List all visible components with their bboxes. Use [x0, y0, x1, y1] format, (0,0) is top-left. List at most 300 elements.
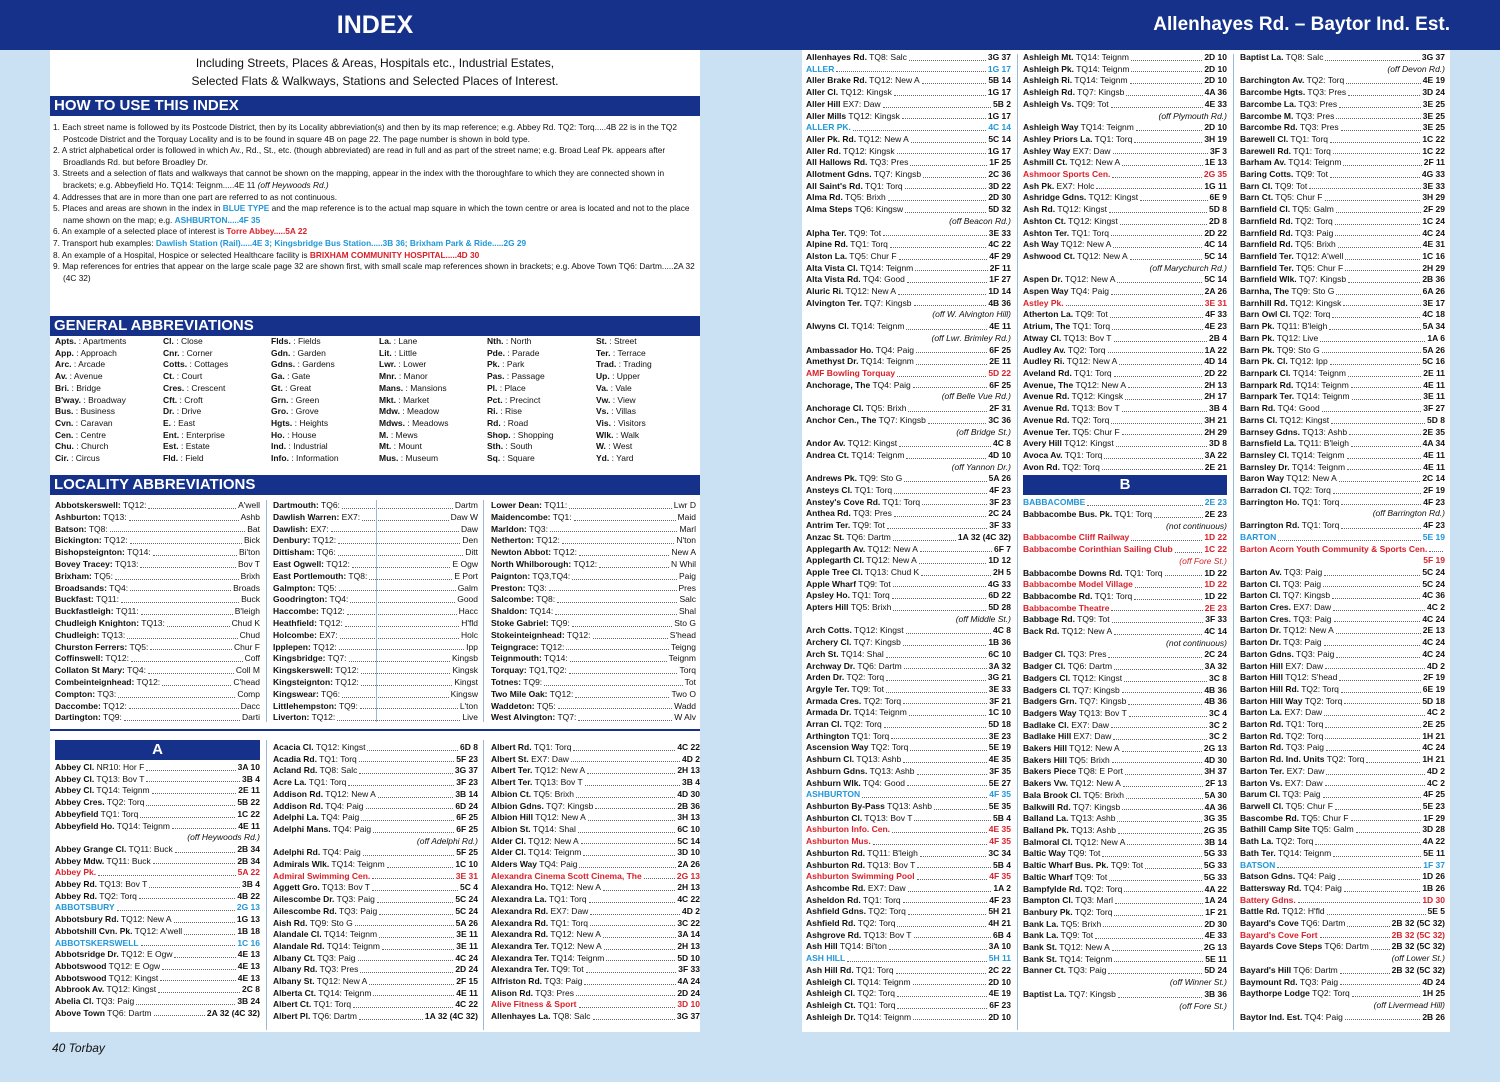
locality-name	[273, 524, 329, 536]
leader-dots	[893, 602, 986, 611]
leader-dots	[382, 941, 454, 950]
index-entry	[806, 602, 1011, 614]
entry-locality: TQ9: Tot	[1293, 169, 1329, 180]
entry-ref: 2F 13	[1205, 778, 1227, 789]
abbr-full: Parade	[512, 347, 540, 358]
leader-dots	[905, 181, 987, 190]
abbr-full: Manor	[403, 371, 428, 382]
leader-dots	[586, 964, 677, 973]
entry-locality: TQ8: Salc	[866, 52, 907, 62]
entry-locality: TQ2: Torq	[1072, 906, 1113, 917]
entry-name	[1240, 918, 1345, 930]
index-entry	[1240, 836, 1445, 848]
entry-name	[806, 345, 914, 357]
entry-ref: 5E 11	[1423, 847, 1445, 858]
entry-ref: 4E 33	[1204, 930, 1227, 941]
leader-dots	[572, 571, 677, 580]
entry-ref: 1D 22	[1204, 532, 1227, 543]
entry-locality: TQ3: Pres	[533, 987, 574, 998]
leader-dots	[1122, 427, 1203, 436]
locality-abbr: A'well	[238, 500, 260, 510]
abbr-short: B'way.	[55, 394, 81, 405]
index-entry	[1023, 626, 1227, 638]
entry-locality: TQ9: Sto G	[857, 473, 903, 484]
locality-postcode: TQ4:	[106, 582, 129, 593]
entry-locality: TQ12: Kingst	[106, 972, 159, 983]
locality-abbr: Dacc	[240, 700, 260, 711]
entry-name	[1023, 965, 1106, 977]
entry-ref: 2D 10	[1204, 75, 1227, 86]
entry-name	[806, 860, 915, 872]
entry-locality: TQ5: Brixh	[842, 192, 886, 203]
entry-ref: 2H 13	[677, 765, 700, 776]
entry-name	[1023, 825, 1116, 837]
index-entry	[806, 274, 1011, 286]
entry-name	[55, 774, 144, 786]
leader-dots	[574, 512, 676, 521]
entry-street: Ashburn Cl.	[806, 754, 855, 765]
entry-ref: 3F 33	[989, 520, 1011, 531]
entry-locality: TQ7: Kingsb	[1280, 590, 1331, 601]
leader-dots	[1114, 626, 1202, 635]
entry-locality: TQ14: Teignm	[1289, 461, 1346, 472]
index-entry	[1240, 169, 1445, 181]
entry-street: Ash Pk.	[1023, 180, 1055, 191]
entry-street: Anthea Rd.	[806, 508, 851, 519]
locality-name	[491, 712, 576, 724]
leader-dots	[1087, 497, 1202, 506]
entry-name	[1023, 708, 1127, 720]
leader-dots	[342, 689, 449, 698]
entry-ref: 2A 26	[1204, 286, 1227, 297]
leader-dots	[162, 961, 236, 970]
entry-name	[491, 859, 577, 871]
entry-street: Barwell Cl.	[1240, 801, 1284, 811]
entry-street: Barton La.	[1240, 707, 1283, 718]
index-note: (off Fore St.)	[1179, 555, 1227, 566]
entry-ref: 6E 19	[1422, 683, 1445, 694]
abbr-row: Bri. : Bridge	[55, 382, 101, 393]
entry-street: Ash Way	[1023, 239, 1059, 250]
index-entry	[1023, 169, 1227, 181]
abbr-full: Mount	[398, 441, 422, 452]
entry-name	[806, 520, 885, 532]
entry-name	[1240, 251, 1343, 263]
entry-ref: 4E 31	[1422, 239, 1445, 250]
entry-street: Alpine Rd.	[806, 239, 849, 250]
index-entry	[806, 485, 1011, 497]
entry-street: Barton Vs.	[1240, 777, 1283, 788]
entry-name	[273, 999, 351, 1011]
locality-postcode: TQ4:	[124, 665, 147, 676]
entry-locality: TQ13: Ashb	[1300, 426, 1348, 437]
entry-locality: TQ9: Sto G	[1289, 286, 1335, 297]
entry-street: Ashley Way	[1023, 145, 1071, 156]
page-footer: 40 Torbay	[52, 1041, 105, 1055]
entry-name	[1240, 99, 1337, 111]
leader-dots	[1114, 907, 1203, 916]
entry-ref: 1C 22	[237, 808, 260, 819]
entry-street: Albion Gdns.	[491, 800, 544, 811]
entry-name	[806, 87, 892, 99]
entry-locality: TQ12: New A	[1284, 473, 1337, 484]
index-entry	[491, 812, 700, 824]
abbr-short: Av.	[55, 371, 68, 382]
entry-name	[1240, 134, 1328, 146]
index-entry	[1240, 380, 1445, 392]
locality-row	[491, 606, 696, 618]
leader-dots	[1109, 872, 1202, 881]
entry-locality: TQ9: Tot	[1065, 848, 1101, 859]
entry-street: Ashleigh Vs.	[1023, 98, 1075, 109]
leader-dots	[883, 228, 987, 237]
entry-street: Albert St.	[491, 753, 529, 764]
leader-dots	[914, 813, 991, 822]
leader-dots	[1278, 532, 1421, 541]
entry-name	[491, 801, 593, 813]
entry-ref: 5E 19	[988, 742, 1011, 753]
entry-locality: TQ14: Teignm	[114, 820, 170, 831]
entry-locality: TQ8: Salc	[550, 1011, 591, 1022]
index-entry	[273, 859, 478, 871]
leader-dots	[593, 630, 668, 639]
index-note: (off Adelphi Rd.)	[416, 835, 478, 846]
leader-dots	[910, 742, 986, 751]
entry-ref: 2F 11	[1423, 157, 1445, 168]
index-entry	[1240, 602, 1445, 614]
abbr-full: Villas	[615, 406, 637, 417]
entry-street: Ashleigh Dr.	[806, 1011, 856, 1022]
entry-name: Ashmoor Sports Cen.	[1023, 169, 1111, 180]
index-entry	[806, 415, 1011, 427]
entry-locality: TQ7: Kingsb	[851, 637, 901, 648]
entry-street: Balland La.	[1023, 813, 1069, 824]
leader-dots	[153, 856, 236, 865]
index-entry	[1240, 403, 1445, 415]
abbr-full: Cottages	[194, 359, 229, 370]
leader-dots	[915, 263, 987, 272]
entry-name	[1240, 239, 1336, 251]
entry-locality: TQ13: Bov T	[97, 879, 148, 890]
leader-dots	[1112, 169, 1201, 178]
entry-ref: 2E 23	[1204, 497, 1227, 508]
locality-place: Kingsbridge:	[273, 653, 326, 664]
entry-locality: TQ12: E Ogw	[118, 949, 173, 960]
leader-dots	[884, 719, 987, 728]
entry-street: Alandale Cl.	[273, 929, 322, 940]
entry-name	[806, 1000, 895, 1012]
leader-dots	[922, 75, 987, 84]
entry-ref: 1B 36	[988, 637, 1011, 648]
locality-postcode: TQ12:	[333, 665, 359, 676]
entry-street: Barton Hill Way	[1240, 695, 1303, 706]
leader-dots	[1338, 239, 1421, 248]
entry-locality: TQ3: Paig	[1283, 742, 1324, 753]
locality-place: Chudleigh:	[55, 629, 100, 640]
entry-street: Ashwood Ct.	[1023, 250, 1075, 261]
leader-dots	[118, 689, 235, 698]
entry-locality: TQ12: New A	[323, 788, 376, 799]
leader-dots	[110, 524, 245, 533]
entry-locality: TQ2: Torq	[865, 906, 906, 917]
entry-ref: 6C 10	[677, 823, 700, 834]
abbr-short: Cft.	[163, 394, 178, 405]
entry-street: Barnpark Ter.	[1240, 391, 1295, 402]
leader-dots	[1123, 778, 1203, 787]
entry-street: Barton Hill	[1240, 660, 1283, 671]
leader-dots	[348, 777, 454, 786]
leader-dots	[909, 52, 986, 61]
entry-locality: TQ1: Torq	[1122, 567, 1163, 578]
entry-name	[1240, 485, 1331, 497]
locality-place: Kingsteignton:	[273, 676, 333, 687]
leader-dots	[913, 380, 988, 389]
leader-dots	[358, 953, 454, 962]
leader-dots	[920, 848, 986, 857]
entry-street: Banner Ct.	[1023, 965, 1066, 976]
entry-locality: TQ14: Teignm	[855, 976, 911, 987]
abbr-row: Shop. : Shopping	[487, 429, 554, 440]
entry-street: Balkwill Rd.	[1023, 801, 1071, 812]
leader-dots	[1131, 532, 1202, 541]
entry-ref: 4C 22	[677, 742, 700, 752]
locality-abbr: Holc	[460, 629, 478, 640]
entry-street: Alta Vista Rd.	[806, 274, 861, 285]
leader-dots	[350, 594, 455, 603]
locality-postcode: TQ6:	[318, 688, 340, 699]
entry-name	[1023, 942, 1110, 954]
index-entry	[806, 1012, 1011, 1024]
entry-locality: TQ9: Sto G	[1274, 344, 1320, 355]
leader-dots	[1309, 181, 1421, 190]
abbr-row: Pct. : Precinct	[487, 394, 541, 405]
index-entry	[1023, 743, 1227, 755]
locality-abbr: Ashb	[240, 511, 260, 522]
index-entry	[1023, 239, 1227, 251]
index-entry	[1240, 965, 1445, 977]
entry-street: Alexandra Ho.	[491, 882, 549, 893]
entry-ref: 2D 10	[1204, 52, 1227, 62]
leader-dots	[1325, 719, 1420, 728]
entry-name	[1240, 649, 1334, 661]
entry-ref: 1G 11	[1204, 180, 1227, 191]
entry-locality: TQ14: Teignm	[1275, 847, 1332, 858]
abbr-full: Enterprise	[186, 429, 225, 440]
leader-dots	[140, 809, 235, 818]
leader-dots	[1112, 614, 1204, 623]
entry-name	[806, 485, 892, 497]
entry-locality: TQ9: Tot	[1074, 614, 1110, 625]
entry-name	[1023, 75, 1128, 87]
locality-postcode: TQ12:	[547, 688, 574, 699]
leader-dots	[934, 801, 987, 810]
index-entry	[806, 403, 1011, 415]
entry-locality: TQ12: New A	[1059, 626, 1113, 637]
entry-locality: TQ13: Ashb	[1068, 825, 1116, 835]
index-entry	[1240, 707, 1445, 719]
abbr-short: Cnr.	[163, 347, 180, 358]
entry-street: Barham Av.	[1240, 157, 1286, 168]
leader-dots	[1114, 661, 1203, 670]
entry-locality: TQ14: Teignm	[1057, 953, 1113, 964]
leader-dots	[184, 926, 235, 935]
entry-name	[1240, 169, 1328, 181]
entry-ref: 6B 4	[993, 929, 1011, 940]
locality-postcode: TQ11:	[113, 606, 139, 617]
index-entry	[273, 789, 478, 801]
index-entry	[1240, 637, 1445, 649]
entry-ref: 4D 2	[682, 905, 700, 916]
leader-dots	[584, 976, 675, 985]
entry-name	[806, 497, 920, 509]
index-entry	[273, 894, 478, 906]
abbr-row: Fld. : Field	[163, 453, 204, 464]
entry-ref: 4C 22	[677, 894, 700, 905]
index-entry	[1240, 52, 1445, 64]
locality-row	[491, 653, 696, 665]
entry-locality: TQ1: Torq	[311, 999, 352, 1010]
index-entry	[1240, 333, 1445, 345]
entry-name	[1240, 403, 1320, 415]
abbr-row: Est. : Estate	[163, 441, 210, 452]
entry-locality: EX7: Daw	[1071, 731, 1112, 742]
entry-street: Barn Rd.	[1240, 403, 1276, 414]
leader-dots	[894, 485, 987, 494]
index-note: (off Barrington Rd.)	[1372, 508, 1445, 519]
entry-ref: 3B 14	[1204, 836, 1227, 847]
locality-postcode: TQ12:	[310, 535, 337, 546]
entry-ref: 1D 22	[1204, 579, 1227, 590]
entry-street: Armada Cres.	[806, 695, 862, 706]
abbr-row: Pde. : Parade	[487, 347, 540, 358]
entry-street: Abbey Cl.	[55, 785, 95, 796]
leader-dots	[130, 535, 242, 544]
leader-dots	[1134, 591, 1202, 600]
entry-name	[1023, 649, 1106, 661]
leader-dots	[139, 891, 235, 900]
index-entry	[1240, 251, 1445, 263]
entry-locality: TQ3: Paig	[93, 996, 135, 1007]
entry-street: Barcombe Hgts.	[1240, 87, 1306, 98]
entry-name	[273, 894, 375, 906]
leader-dots	[917, 871, 988, 880]
leader-dots	[141, 938, 236, 947]
entry-street: Bala Brook Cl.	[1023, 789, 1082, 800]
entry-locality: TQ14: Teignm	[1293, 379, 1349, 390]
abbr-full: Heights	[299, 417, 329, 428]
entry-locality: TQ9: Tot	[1108, 860, 1144, 871]
leader-dots	[1343, 298, 1420, 307]
entry-street: Ashleigh Pk.	[1023, 63, 1075, 74]
entry-street: Anchorage Cl.	[806, 403, 864, 414]
entry-locality: TQ9: Tot	[1058, 930, 1094, 941]
entry-locality: TQ6: Dartm	[1298, 918, 1346, 929]
leader-dots	[1333, 485, 1421, 494]
entry-name	[55, 856, 151, 868]
entry-street: Aller Mills	[806, 110, 847, 121]
entry-locality: TQ12: New A	[1064, 356, 1118, 367]
entry-ref: 3A 14	[677, 929, 700, 940]
entry-ref: 5D 18	[1422, 695, 1445, 706]
entry-ref: 5F 25	[456, 847, 478, 858]
leader-dots	[1112, 942, 1202, 951]
index-entry	[55, 867, 260, 879]
index-entry	[806, 555, 1011, 567]
entry-ref: 6F 23	[989, 999, 1011, 1010]
entry-locality: TQ3: Paig	[315, 952, 356, 963]
locality-name	[273, 712, 335, 724]
entry-ref: 4C 24	[1422, 742, 1445, 753]
abbr-full: Corner	[186, 347, 213, 358]
entry-locality: TQ2: Torq	[1283, 730, 1324, 741]
locality-name	[55, 547, 151, 559]
entry-ref: 2D 30	[988, 192, 1011, 203]
leader-dots	[1330, 356, 1421, 365]
index-entry	[1240, 860, 1445, 872]
index-entry	[806, 625, 1011, 637]
leader-dots	[1347, 450, 1422, 459]
index-entry	[1023, 579, 1227, 591]
entry-street: Aspen Way	[1023, 286, 1069, 297]
entry-street: Addison Rd.	[273, 800, 324, 811]
leader-dots	[917, 766, 988, 775]
locality-place: Torquay:	[491, 665, 527, 676]
index-entry	[806, 719, 1011, 731]
entry-street: Abbotswood	[55, 972, 107, 983]
abbr-full: Arcade	[78, 359, 106, 370]
leader-dots	[903, 637, 987, 646]
entry-street: Audley Ri.	[1023, 356, 1065, 367]
intro-text	[50, 54, 700, 90]
locality-name	[273, 594, 348, 606]
entry-name: ASHBURTON	[806, 789, 861, 800]
entry-ref: 3G 37	[676, 1011, 700, 1022]
index-entry	[1240, 731, 1445, 743]
entry-street: Allotment Gdns.	[806, 169, 872, 180]
index-entry	[806, 169, 1011, 181]
locality-name	[55, 712, 122, 724]
entry-name	[1023, 696, 1126, 708]
index-entry	[1023, 673, 1227, 685]
entry-ref: 5D 10	[677, 952, 700, 963]
abbr-row: Mkt. : Market	[379, 394, 430, 405]
index-entry	[1023, 309, 1227, 321]
entry-name	[806, 731, 889, 743]
entry-ref: 3E 33	[988, 683, 1011, 694]
entry-name: BABBACOMBE	[1023, 497, 1086, 508]
leader-dots	[579, 859, 675, 868]
abbr-short: Yd.	[596, 453, 610, 464]
entry-name	[806, 286, 896, 298]
leader-dots	[897, 988, 987, 997]
index-entry	[491, 894, 700, 906]
entry-locality: TQ5: Chur F	[1299, 812, 1349, 823]
abbr-full: Garden	[297, 347, 326, 358]
entry-locality: TQ14: Teignm	[855, 1011, 912, 1022]
entry-street: Barton Dr.	[1240, 637, 1282, 648]
abbr-full: West	[613, 441, 633, 452]
entry-ref: 3H 37	[1204, 766, 1227, 777]
leader-dots	[1277, 860, 1421, 869]
locality-name	[273, 500, 340, 512]
leader-dots	[1332, 309, 1420, 318]
entry-locality: TQ14: Teignm	[315, 987, 372, 998]
entry-ref: 4C 14	[1204, 626, 1227, 637]
abbr-short: Pde.	[487, 347, 505, 358]
index-note: (off Devon Rd.)	[1387, 63, 1445, 74]
locality-abbr: Shal	[678, 606, 696, 617]
entry-locality: TQ12: New A	[865, 543, 918, 554]
